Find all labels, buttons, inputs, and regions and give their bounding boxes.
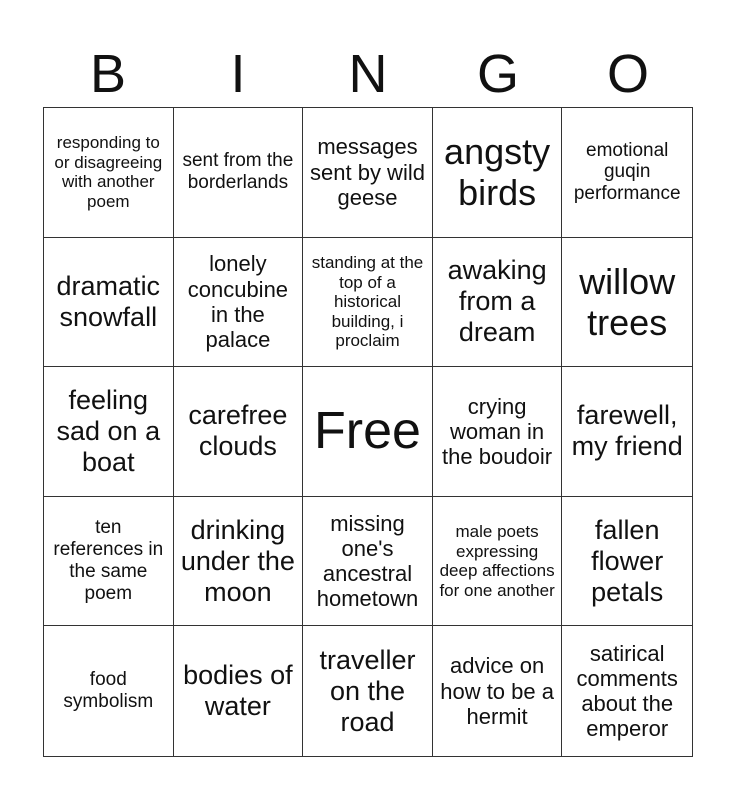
bingo-cell[interactable] <box>303 238 433 368</box>
cell-text: satirical comments about the emperor <box>576 640 678 742</box>
free-space-text: Free <box>314 401 421 460</box>
bingo-cell[interactable] <box>44 367 174 497</box>
cell-text: bodies of water <box>183 660 293 722</box>
cell-text: standing at the top of a historical building, i proclaim <box>311 253 424 351</box>
cell-text: carefree clouds <box>188 400 288 462</box>
bingo-cell[interactable] <box>44 108 174 238</box>
bingo-cell[interactable] <box>562 626 692 756</box>
cell-text: responding to or disagreeing with another poem <box>54 133 163 211</box>
cell-text: emotional guqin performance <box>573 139 681 205</box>
bingo-cell[interactable] <box>44 238 174 368</box>
cell-text: angsty birds <box>444 130 551 214</box>
bingo-cell[interactable] <box>303 497 433 627</box>
bingo-cell[interactable] <box>44 497 174 627</box>
header-letter-n: N <box>348 44 388 104</box>
header-letter-g: G <box>476 44 519 104</box>
bingo-cell[interactable] <box>433 238 563 368</box>
cell-text: dramatic snowfall <box>56 270 161 332</box>
bingo-board <box>43 107 693 757</box>
cell-text: drinking under the moon <box>180 514 295 607</box>
cell-text: missing one's ancestral hometown <box>316 510 419 612</box>
bingo-cell[interactable] <box>562 238 692 368</box>
cell-text: food symbolism <box>63 669 154 713</box>
bingo-cell[interactable] <box>174 367 304 497</box>
cell-text: advice on how to be a hermit <box>440 653 554 729</box>
cell-text: feeling sad on a boat <box>56 384 161 478</box>
cell-text: ten references in the same poem <box>53 517 164 604</box>
cell-text: farewell, my friend <box>571 400 683 462</box>
cell-text: sent from the borderlands <box>182 150 294 194</box>
bingo-cell[interactable] <box>174 108 304 238</box>
cell-text: traveller on the road <box>319 644 416 737</box>
bingo-cell[interactable] <box>174 497 304 627</box>
cell-text: lonely concubine in the palace <box>187 251 289 353</box>
bingo-cell[interactable] <box>562 497 692 627</box>
bingo-cell[interactable] <box>174 238 304 368</box>
bingo-cell[interactable] <box>44 626 174 756</box>
cell-text: messages sent by wild geese <box>310 134 425 210</box>
bingo-cell[interactable] <box>303 626 433 756</box>
bingo-cell[interactable] <box>562 108 692 238</box>
cell-text: fallen flower petals <box>591 514 664 607</box>
free-space-cell[interactable] <box>303 367 433 497</box>
cell-text: awaking from a dream <box>447 255 547 348</box>
bingo-cell[interactable] <box>433 497 563 627</box>
bingo-cell[interactable] <box>562 367 692 497</box>
bingo-cell[interactable] <box>433 108 563 238</box>
cell-text: willow trees <box>579 260 676 343</box>
header-letter-i: I <box>230 44 246 104</box>
bingo-cell[interactable] <box>303 108 433 238</box>
bingo-cell[interactable] <box>433 626 563 756</box>
cell-text: crying woman in the boudoir <box>442 393 553 470</box>
cell-text: male poets expressing deep affections for one another <box>439 522 555 600</box>
bingo-header <box>43 40 693 108</box>
bingo-cell[interactable] <box>433 367 563 497</box>
bingo-cell[interactable] <box>174 626 304 756</box>
header-letter-o: O <box>606 44 649 104</box>
header-letter-b: B <box>89 44 127 104</box>
